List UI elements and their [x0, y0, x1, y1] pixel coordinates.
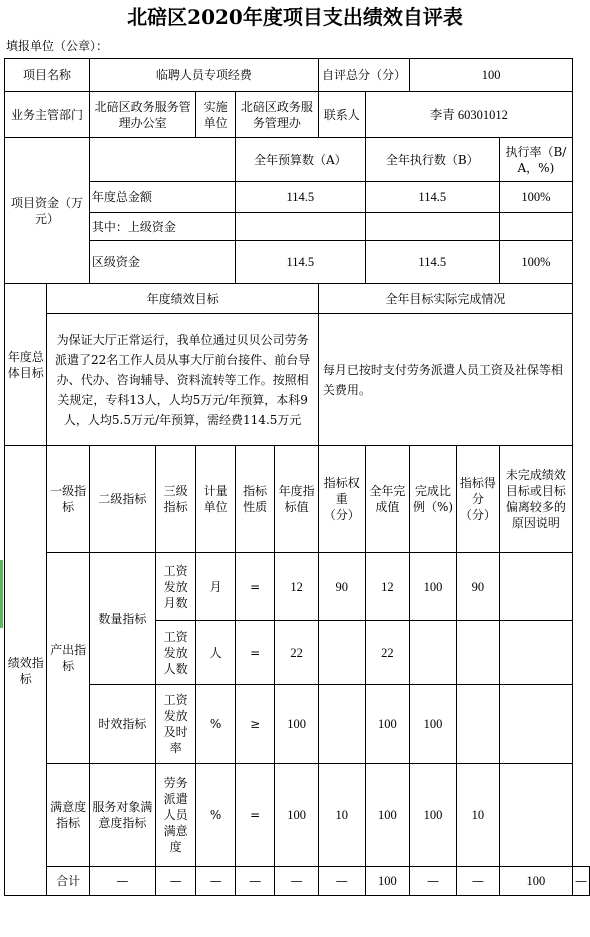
indicator-header: 三级指标	[155, 446, 196, 553]
indicator-header: 年度指标值	[275, 446, 318, 553]
indicator-name: 工资发放及时率	[155, 685, 196, 764]
funds-row-label: 年度总金额	[89, 182, 235, 213]
indicator-unit: 月	[196, 553, 236, 621]
project-name-label: 项目名称	[5, 59, 90, 92]
indicator-actual: 100	[365, 685, 409, 764]
self-score-label: 自评总分（分）	[318, 59, 409, 92]
indicators-label: 绩效指标	[5, 446, 47, 896]
reporting-unit-label: 填报单位（公章）：	[6, 39, 109, 53]
indicator-score: 90	[456, 553, 499, 621]
contact-value: 李青 60301012	[365, 92, 572, 138]
indicator-target: 100	[275, 764, 318, 867]
dept-value: 北碚区政务服务管理办公室	[89, 92, 195, 138]
indicator-nature: ≥	[235, 685, 275, 764]
funds-executed	[365, 213, 499, 241]
indicator-weight: 10	[318, 764, 365, 867]
indicator-header: 二级指标	[89, 446, 155, 553]
indicator-nature: =	[235, 553, 275, 621]
self-score: 100	[410, 59, 573, 92]
impl-label: 实施单位	[196, 92, 236, 138]
time-indicator-label: 时效指标	[89, 685, 155, 764]
indicator-ratio: 100	[410, 553, 457, 621]
goals-label: 年度总体目标	[5, 284, 47, 446]
funds-label: 项目资金（万元）	[5, 138, 90, 284]
executed-header: 全年执行数（B）	[365, 138, 499, 182]
indicator-reason	[499, 764, 572, 867]
funds-rate: 100%	[499, 182, 572, 213]
indicator-nature: =	[235, 621, 275, 685]
funds-blank-header	[89, 138, 235, 182]
indicator-weight: 90	[318, 553, 365, 621]
indicator-header: 完成比例（%)	[410, 446, 457, 553]
target-header: 年度绩效目标	[47, 284, 318, 314]
funds-rate	[499, 213, 572, 241]
rate-header: 执行率（B/A，%)	[499, 138, 572, 182]
indicator-unit: %	[196, 764, 236, 867]
indicator-target: 100	[275, 685, 318, 764]
indicator-actual: 100	[365, 764, 409, 867]
indicator-reason	[499, 685, 572, 764]
indicator-reason	[499, 553, 572, 621]
funds-budget: 114.5	[235, 182, 365, 213]
evaluation-table	[4, 58, 590, 896]
output-indicator-label: 产出指标	[47, 553, 89, 764]
total-dash: —	[89, 867, 155, 896]
indicator-score: 10	[456, 764, 499, 867]
target-text: 为保证大厅正常运行，我单位通过贝贝公司劳务派遣了22名工作人员从事大厅前台接件、前台导办、代办、咨询辅导、资料流转等工作。按照相关规定，专科13人，人均5万元/年预算，本科9人，人均5.5万元/年预算，需经费114.5万元	[47, 314, 318, 446]
funds-budget: 114.5	[235, 241, 365, 284]
budget-header: 全年预算数（A）	[235, 138, 365, 182]
indicator-ratio: 100	[410, 685, 457, 764]
funds-row-label: 区级资金	[89, 241, 235, 284]
total-dash: —	[318, 867, 365, 896]
total-score: 100	[499, 867, 572, 896]
indicator-score	[456, 685, 499, 764]
funds-rate: 100%	[499, 241, 572, 284]
quantity-indicator-label: 数量指标	[89, 553, 155, 685]
indicator-weight	[318, 685, 365, 764]
funds-row-label: 其中：上级资金	[89, 213, 235, 241]
total-dash: —	[573, 867, 590, 896]
indicator-header: 指标得分（分）	[456, 446, 499, 553]
page-title: 北碚区2020年度项目支出绩效自评表	[127, 5, 463, 29]
total-dash: —	[410, 867, 457, 896]
indicator-nature: =	[235, 764, 275, 867]
indicator-ratio: 100	[410, 764, 457, 867]
actual-header: 全年目标实际完成情况	[318, 284, 572, 314]
indicator-target: 22	[275, 621, 318, 685]
indicator-header: 指标权重（分）	[318, 446, 365, 553]
indicator-reason	[499, 621, 572, 685]
indicator-header: 一级指标	[47, 446, 89, 553]
project-name: 临聘人员专项经费	[89, 59, 318, 92]
total-label: 合计	[47, 867, 89, 896]
service-satisfaction-label: 服务对象满意度指标	[89, 764, 155, 867]
satisfaction-indicator-label: 满意度指标	[47, 764, 89, 867]
funds-budget	[235, 213, 365, 241]
total-dash: —	[275, 867, 318, 896]
total-dash: —	[456, 867, 499, 896]
total-dash: —	[155, 867, 196, 896]
indicator-name: 工资发放月数	[155, 553, 196, 621]
indicator-weight	[318, 621, 365, 685]
indicator-name: 劳务派遣人员满意度	[155, 764, 196, 867]
indicator-header: 指标性质	[235, 446, 275, 553]
indicator-header: 全年完成值	[365, 446, 409, 553]
total-weight: 100	[365, 867, 409, 896]
contact-label: 联系人	[318, 92, 365, 138]
total-dash: —	[235, 867, 275, 896]
indicator-ratio	[410, 621, 457, 685]
indicator-target: 12	[275, 553, 318, 621]
indicator-actual: 12	[365, 553, 409, 621]
indicator-actual: 22	[365, 621, 409, 685]
funds-executed: 114.5	[365, 182, 499, 213]
actual-text: 每月已按时支付劳务派遣人员工资及社保等相关费用。	[318, 314, 572, 446]
indicator-header: 计量单位	[196, 446, 236, 553]
total-dash: —	[196, 867, 236, 896]
dept-label: 业务主管部门	[5, 92, 90, 138]
indicator-unit: 人	[196, 621, 236, 685]
indicator-header: 未完成绩效目标或目标偏离较多的原因说明	[499, 446, 572, 553]
indicator-unit: %	[196, 685, 236, 764]
indicator-score	[456, 621, 499, 685]
funds-executed: 114.5	[365, 241, 499, 284]
impl-value: 北碚区政务服务管理办	[235, 92, 318, 138]
indicator-name: 工资发放人数	[155, 621, 196, 685]
row-marker	[0, 560, 3, 628]
